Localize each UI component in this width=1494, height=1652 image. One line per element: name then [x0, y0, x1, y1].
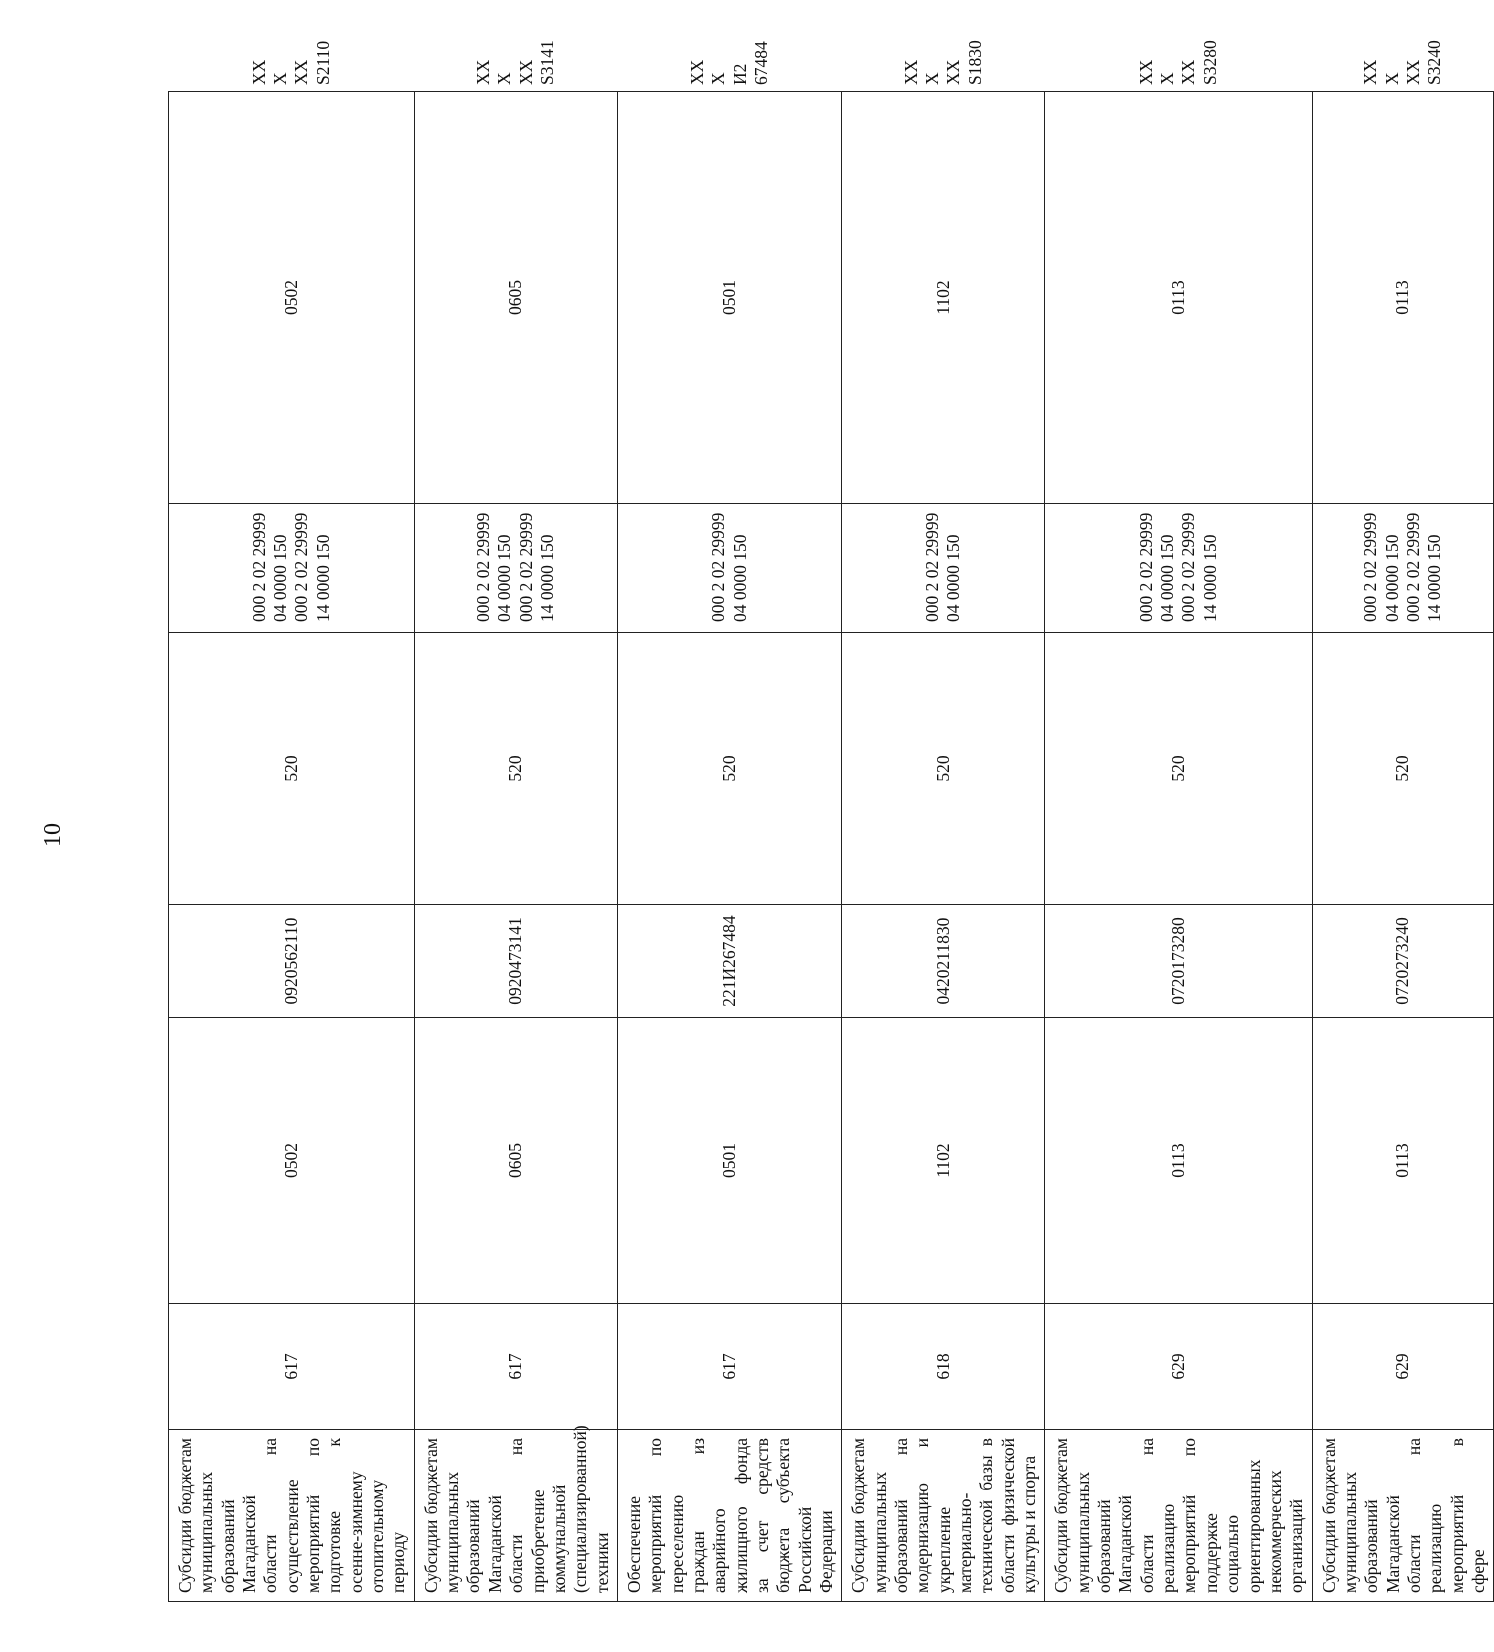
income-codes-cell [842, 504, 1045, 633]
table-row: Субсидии бюджетам муниципальных образований на модернизацию и укрепление материально-технической базы в области физической культуры и спорта 618 1102 0420211830 520 000 2 02 29999 04 0000 150 1102 XX X XX S1830 [842, 92, 1045, 1602]
table-row: Субсидии бюджетам муниципальных образований Магаданской области на осуществление мероприятий по подготовке к осенне-зимнему отопительному периоду 617 0502 0920562110 520 000 2 02 29999 04 0000 150 000 2 02 29999 14 0000 150 0502 XX X XX S2110 [169, 92, 415, 1602]
section-code-cell: 0605 [414, 92, 617, 504]
section-cell: 0113 [1312, 1018, 1494, 1304]
page-number: 10 [40, 823, 66, 847]
income-codes-cell [414, 504, 617, 633]
grbs-cell: 617 [617, 1304, 841, 1430]
expense-type-cell: 520 [842, 633, 1045, 905]
income-code: 000 2 02 29999 14 0000 150 [291, 512, 333, 622]
target-article-cell: 0920473141 [414, 905, 617, 1018]
description-cell: Субсидии бюджетам муниципальных образований Магаданской области на приобретение коммунальной (специализированной) техники [414, 1430, 617, 1602]
table-row: Субсидии бюджетам муниципальных образований Магаданской области на приобретение коммунальной (специализированной) техники 617 0605 0920473141 520 000 2 02 29999 04 0000 150 000 2 02 29999 14 0000 150 0605 XX X XX S3141 [414, 92, 617, 1602]
expense-type-cell: 520 [617, 633, 841, 905]
section-code-cell: 0113 [1045, 92, 1312, 504]
grbs-cell: 618 [842, 1304, 1045, 1430]
section-cell: 1102 [842, 1018, 1045, 1304]
section-cell: 0605 [414, 1018, 617, 1304]
description-cell: Субсидии бюджетам муниципальных образований Магаданской области на осуществление мероприятий по подготовке к осенне-зимнему отопительному периоду [169, 1430, 415, 1602]
subsidy-table-rotated [168, 40, 1488, 1602]
table-row: Обеспечение мероприятий по переселению граждан из аварийного жилищного фонда за счет средств бюджета субъекта Российской Федерации 617 0501 221И267484 520 000 2 02 29999 04 0000 150 0501 XX X И2 67484 [617, 92, 841, 1602]
income-code: 000 2 02 29999 14 0000 150 [1402, 512, 1445, 622]
income-code: 000 2 02 29999 04 0000 150 [473, 512, 515, 622]
income-code: 000 2 02 29999 14 0000 150 [1178, 512, 1220, 622]
description-cell: Субсидии бюджетам муниципальных образований на модернизацию и укрепление материально-технической базы в области физической культуры и спорта [842, 1430, 1045, 1602]
income-code: 000 2 02 29999 04 0000 150 [922, 512, 964, 622]
income-codes-cell [1045, 504, 1312, 633]
income-codes-cell [169, 504, 415, 633]
section-cell: 0501 [617, 1018, 841, 1304]
income-codes-cell [617, 504, 841, 633]
target-article-cell: 0920562110 [169, 905, 415, 1018]
expense-type-cell: 520 [1312, 633, 1494, 905]
section-cell: 0113 [1045, 1018, 1312, 1304]
income-codes-cell [1312, 504, 1494, 633]
expense-type-cell: 520 [414, 633, 617, 905]
table-row: Субсидии бюджетам муниципальных образований Магаданской области на реализацию мероприятий по поддержке социально ориентированных некоммерческих организаций 629 0113 0720173280 520 000 2 02 29999 04 0000 150 000 2 02 29999 14 0000 150 0113 XX X XX S3280 [1045, 92, 1312, 1602]
income-code: 000 2 02 29999 04 0000 150 [248, 512, 291, 622]
grbs-cell: 629 [1045, 1304, 1312, 1430]
target-article-cell: 0720273240 [1312, 905, 1494, 1018]
description-cell: Субсидии бюджетам муниципальных образований Магаданской области на реализацию мероприятий в сфере [1312, 1430, 1494, 1602]
description-cell: Субсидии бюджетам муниципальных образований Магаданской области на реализацию мероприятий по поддержке социально ориентированных некоммерческих организаций [1045, 1430, 1312, 1602]
table-row: Субсидии бюджетам муниципальных образований Магаданской области на реализацию мероприятий в сфере 629 0113 0720273240 520 000 2 02 29999 04 0000 150 000 2 02 29999 14 0000 150 0113 XX X XX S3240 [1312, 92, 1494, 1602]
section-code-cell: 0501 [617, 92, 841, 504]
income-code: 000 2 02 29999 04 0000 150 [708, 512, 750, 622]
section-code-cell: 0113 [1312, 92, 1494, 504]
target-article-cell: 0720173280 [1045, 905, 1312, 1018]
grbs-cell: 617 [169, 1304, 415, 1430]
expense-type-cell: 520 [1045, 633, 1312, 905]
section-code-cell: 1102 [842, 92, 1045, 504]
subsidy-table [168, 40, 1494, 1602]
income-code: 000 2 02 29999 14 0000 150 [515, 512, 558, 622]
income-code: 000 2 02 29999 04 0000 150 [1135, 512, 1178, 622]
target-article-cell: 0420211830 [842, 905, 1045, 1018]
description-cell: Обеспечение мероприятий по переселению граждан из аварийного жилищного фонда за счет средств бюджета субъекта Российской Федерации [617, 1430, 841, 1602]
section-code-cell: 0502 [169, 92, 415, 504]
grbs-cell: 629 [1312, 1304, 1494, 1430]
target-article-cell: 221И267484 [617, 905, 841, 1018]
expense-type-cell: 520 [169, 633, 415, 905]
income-code: 000 2 02 29999 04 0000 150 [1360, 512, 1402, 622]
section-cell: 0502 [169, 1018, 415, 1304]
grbs-cell: 617 [414, 1304, 617, 1430]
